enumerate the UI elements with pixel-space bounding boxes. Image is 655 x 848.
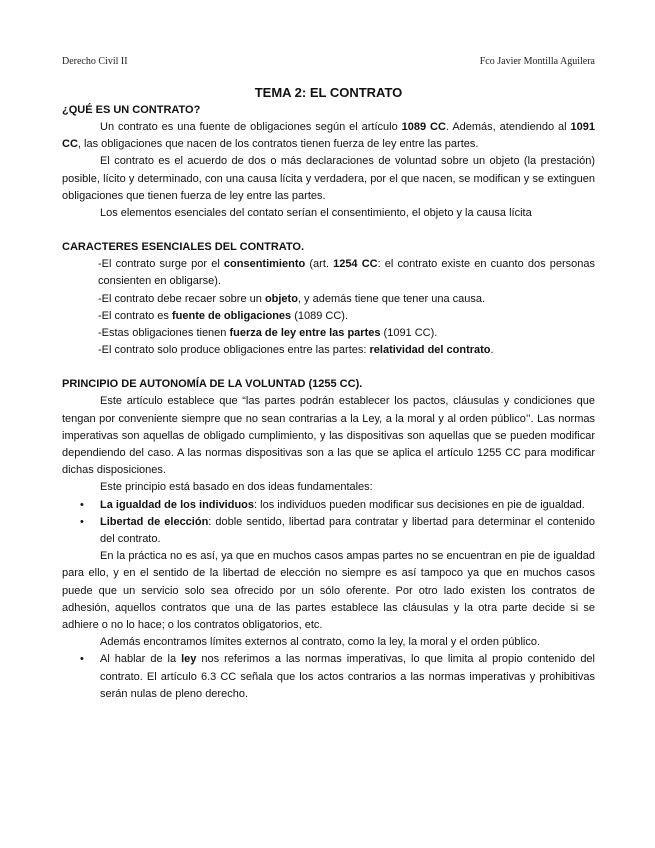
bullet-item: • Al hablar de la ley nos referimos a las normas imperativas, lo que limita al propio contenido del contrato. El artículo 6.3 CC señala que los actos contrarios a las normas imperativas y prohibitivas serán nulas de pleno derecho. <box>80 653 595 700</box>
list-item: -El contrato debe recaer sobre un objeto, y además tiene que tener una causa. <box>98 292 486 305</box>
bullet-item: • La igualdad de los individuos: los individuos pueden modificar sus decisiones en pie de igualdad. <box>62 497 595 514</box>
header-author: Fco Javier Montilla Aguilera <box>479 56 595 67</box>
paragraph: En la práctica no es así, ya que en muchos casos ampas partes no se encuentran en pie de igualdad para ello, y en el sentido de la libertad de elección no siempre es así tampoco ya que en muchos casos puede que un servicio solo sea ofrecido por un sólo oferente. Por otro lado existen los contratos de adhesión, aquellos contratos que una de las partes establece las cláusulas y la otra parte decide si se adhiere o no lo hace; o los contratos obligatorios, etc. <box>62 550 595 632</box>
characteristics-list <box>98 256 595 359</box>
paragraph: El contrato es el acuerdo de dos o más declaraciones de voluntad sobre un objeto (la prestación) posible, lícito y determinado, con una causa lícita y verdadera, por el que nacen, se modifican y se extinguen obligaciones que tienen fuerza de ley entre las partes. <box>62 155 595 202</box>
limits-list <box>62 651 595 703</box>
list-item: -El contrato surge por el consentimiento (art. 1254 CC: el contrato existe en cuanto dos personas consienten en obligarse). <box>98 258 595 288</box>
page-header <box>62 56 595 67</box>
section-heading-caracteres: CARACTERES ESENCIALES DEL CONTRATO. <box>62 241 305 254</box>
paragraph: Este artículo establece que “las partes podrán establecer los pactos, cláusulas y condiciones que tengan por conveniente siempre que no sean contrarias a la Ley, a la moral y al orden público’’. Las normas imperativas son aquellas de obligado cumplimiento, y las dispositivas son aquellas que se pueden modificar dependiendo del caso. A las normas dispositivas son a las que se aplica el artículo 1255 CC para modificar dichas disposiciones. <box>62 395 595 477</box>
paragraph: Este principio está basado en dos ideas fundamentales: <box>100 481 373 494</box>
bullet-item: • Libertad de elección: doble sentido, libertad para contratar y libertad para determinar el contenido del contrato. <box>80 515 595 546</box>
bullet-icon: • <box>80 498 84 511</box>
document-title: TEMA 2: EL CONTRATO <box>254 85 403 100</box>
section-heading-autonomia: PRINCIPIO DE AUTONOMÍA DE LA VOLUNTAD (1255 CC). <box>62 378 363 391</box>
document-page <box>62 56 595 703</box>
bullet-icon: • <box>80 515 84 528</box>
list-item: -El contrato solo produce obligaciones entre las partes: relatividad del contrato. <box>98 344 494 357</box>
ideas-list <box>62 497 595 549</box>
paragraph: Un contrato es una fuente de obligaciones según el artículo 1089 CC. Además, atendiendo al 1091 CC, las obligaciones que nacen de los contratos tienen fuerza de ley entre las partes. <box>62 121 595 151</box>
paragraph: Además encontramos límites externos al contrato, como la ley, la moral y el orden público. <box>100 636 540 649</box>
bullet-icon: • <box>80 653 84 666</box>
list-item: -El contrato es fuente de obligaciones (1089 CC). <box>98 309 349 322</box>
header-course: Derecho Civil II <box>62 56 128 67</box>
section-heading-que-es: ¿QUÉ ES UN CONTRATO? <box>62 104 201 116</box>
list-item: -Estas obligaciones tienen fuerza de ley entre las partes (1091 CC). <box>98 327 438 340</box>
paragraph: Los elementos esenciales del contato serían el consentimiento, el objeto y la causa lícita <box>100 207 532 220</box>
